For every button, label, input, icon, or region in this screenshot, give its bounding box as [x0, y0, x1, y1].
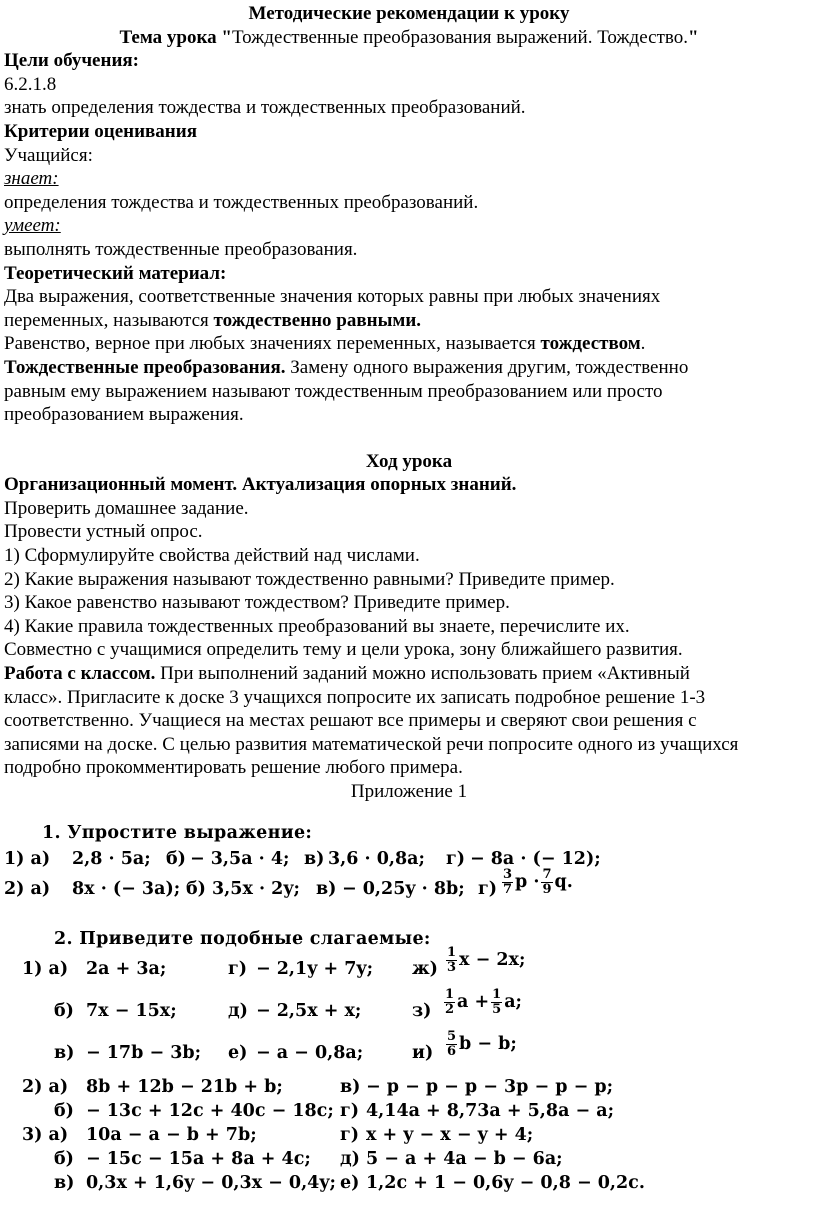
task2-g1-g-label: г) — [228, 959, 248, 979]
task2-g2-v: − p − p − p − 3p − p − p; — [366, 1077, 614, 1097]
task1-row1-c: 3,6 · 0,8a; — [328, 849, 425, 869]
work-text: При выполнений заданий можно использовать прием «Активный — [155, 663, 690, 685]
task2-g3-d-label: д) — [340, 1149, 360, 1169]
check-homework: Проверить домашнее задание. — [4, 497, 249, 519]
work-line3: соответственно. Учащиеся на местах решают все примеры и сверяют свои решения с — [4, 710, 697, 732]
task1-row1-d: − 8a · (− 12); — [470, 849, 601, 869]
objectives-code: 6.2.1.8 — [4, 73, 57, 95]
fraction: $\frac{5}{6}$ — [447, 1029, 457, 1059]
task2-g3-v: 0,3x + 1,6y − 0,3x − 0,4y; — [86, 1173, 336, 1193]
oral-quiz: Провести устный опрос. — [4, 521, 203, 543]
criteria-can-label: умеет: — [4, 215, 61, 237]
task2-g2-a: 8b + 12b − 21b + b; — [86, 1077, 283, 1097]
task1-row1-c-label: в) — [304, 849, 325, 869]
task2-g1-z: $\frac{1}{2}$ a + $\frac{1}{5}$ a; — [445, 987, 523, 1017]
theory-p2-text: Равенство, верное при любых значениях переменных, называется — [4, 333, 541, 355]
task2-g1-v: − 17b − 3b; — [86, 1043, 202, 1063]
task2-g1-d: − 2,5x + x; — [256, 1001, 362, 1021]
task1-row2-number: 2) а) — [4, 879, 51, 899]
theory-p3-text: Замену одного выражения другим, тождественно — [285, 356, 689, 378]
task2-g3-v-label: в) — [54, 1173, 75, 1193]
task2-g3-b-label: б) — [54, 1149, 74, 1169]
task1-row1-d-label: г) — [446, 849, 466, 869]
task2-g1-b-label: б) — [54, 1001, 74, 1021]
task1-row2-d: $\frac{3}{7}$ p · $\frac{7}{9}$ q. — [503, 867, 573, 897]
theory-p3-line3: преобразованием выражения. — [4, 404, 244, 426]
task2-g1-b: 7x − 15x; — [86, 1001, 177, 1021]
task2-heading: 2. Приведите подобные слагаемые: — [54, 929, 431, 949]
term-identity: тождеством — [540, 333, 641, 355]
fraction: $\frac{1}{2}$ — [445, 987, 455, 1017]
task1-row1-number: 1) а) — [4, 849, 51, 869]
criteria-heading: Критерии оценивания — [4, 120, 197, 142]
task2-g1-v-label: в) — [54, 1043, 75, 1063]
task2-g1-zh-label: ж) — [412, 959, 438, 979]
task2-g1-e-label: е) — [228, 1043, 248, 1063]
task2-g2-g: 4,14a + 8,73a + 5,8a − a; — [366, 1101, 615, 1121]
topic-text: Тождественные преобразования выражений. Тождество. — [231, 26, 688, 48]
fraction: $\frac{1}{5}$ — [492, 987, 502, 1017]
task1-row2-c-label: в) — [316, 879, 337, 899]
task2-g3-g-label: г) — [340, 1125, 360, 1145]
theory-heading: Теоретический материал: — [4, 262, 227, 284]
task1-row2-d-label: г) — [478, 879, 498, 899]
lesson-heading: Ход урока — [365, 450, 453, 472]
task2-g1-a: 2a + 3a; — [86, 959, 167, 979]
task1-row1-b: − 3,5a · 4; — [190, 849, 290, 869]
term-identity-transformations: Тождественные преобразования. — [4, 356, 286, 378]
task2-g3-e-label: е) — [340, 1173, 360, 1193]
objectives-heading: Цели обучения: — [4, 50, 139, 72]
task2-g1-i-label: и) — [412, 1043, 434, 1063]
together-text: Совместно с учащимися определить тему и цели урока, зону ближайшего развития. — [4, 639, 683, 661]
task2-g2-g-label: г) — [340, 1101, 360, 1121]
question-2: 2) Какие выражения называют тождественно равными? Приведите пример. — [4, 568, 615, 590]
criteria-can-text: выполнять тождественные преобразования. — [4, 238, 358, 260]
task2-g1-e: − a − 0,8a; — [256, 1043, 364, 1063]
task2-g2-v-label: в) — [340, 1077, 361, 1097]
theory-p3-line1 — [4, 356, 814, 380]
theory-p3-line2: равным ему выражением называют тождественным преобразованием или просто — [4, 380, 663, 402]
theory-p2 — [4, 332, 814, 356]
topic-close-quote: " — [687, 26, 699, 48]
term-identically-equal: тождественно равными. — [213, 309, 422, 331]
fraction: $\frac{1}{3}$ — [447, 945, 457, 975]
task2-g1-zh: $\frac{1}{3}$ x − 2x; — [447, 945, 526, 975]
task2-g3-a: 10a − a − b + 7b; — [86, 1125, 257, 1145]
criteria-knows-label: знает: — [4, 168, 59, 190]
document-title: Методические рекомендации к уроку — [248, 3, 570, 24]
theory-p1-line2 — [4, 309, 814, 333]
theory-p1-line1: Два выражения, соответственные значения которых равны при любых значениях — [4, 286, 661, 308]
task1-row1-b-label: б) — [166, 849, 186, 869]
task1-row2-c: − 0,25y · 8b; — [342, 879, 465, 899]
topic-label: Тема урока " — [119, 26, 232, 48]
theory-p2-period: . — [640, 333, 646, 355]
appendix-title: Приложение 1 — [350, 781, 468, 802]
task1-row2-b: 3,5x · 2y; — [212, 879, 300, 899]
task2-g2-b: − 13c + 12c + 40c − 18c; — [86, 1101, 334, 1121]
fraction: $\frac{3}{7}$ — [503, 867, 513, 897]
task2-g1-number: 1) а) — [22, 959, 69, 979]
task1-row2-a: 8x · (− 3a); — [72, 879, 181, 899]
question-1: 1) Сформулируйте свойства действий над числами. — [4, 545, 420, 567]
task1-row2-b-label: б) — [186, 879, 206, 899]
task2-g3-d: 5 − a + 4a − b − 6a; — [366, 1149, 563, 1169]
task2-g2-b-label: б) — [54, 1101, 74, 1121]
work-line5: подробно прокомментировать решение любого примера. — [4, 757, 463, 779]
work-line4: записями на доске. С целью развития математической речи попросите одного из учащихся — [4, 733, 739, 755]
task2-g1-z-label: з) — [412, 1001, 432, 1021]
task2-g3-number: 3) а) — [22, 1125, 69, 1145]
objectives-text: знать определения тождества и тождественных преобразований. — [4, 97, 526, 119]
fraction: $\frac{7}{9}$ — [542, 867, 552, 897]
task1-row1-a: 2,8 · 5a; — [72, 849, 151, 869]
work-line1 — [4, 662, 814, 686]
task1-heading: 1. Упростите выражение: — [42, 823, 313, 843]
task2-g1-d-label: д) — [228, 1001, 248, 1021]
question-4: 4) Какие правила тождественных преобразований вы знаете, перечислите их. — [4, 615, 630, 637]
task2-g1-g: − 2,1y + 7y; — [256, 959, 374, 979]
criteria-knows-text: определения тождества и тождественных преобразований. — [4, 191, 479, 213]
question-3: 3) Какое равенство называют тождеством? Приведите пример. — [4, 592, 510, 614]
task2-g2-number: 2) а) — [22, 1077, 69, 1097]
criteria-student: Учащийся: — [4, 144, 93, 166]
task2-g1-i: $\frac{5}{6}$ b − b; — [447, 1029, 517, 1059]
work-with-class-label: Работа с классом. — [4, 663, 156, 685]
document-body — [4, 2, 814, 804]
task2-g3-b: − 15c − 15a + 8a + 4c; — [86, 1149, 311, 1169]
appendix-exercises — [0, 822, 816, 1210]
lesson-topic — [4, 26, 814, 50]
task2-g3-g: x + y − x − y + 4; — [366, 1125, 534, 1145]
stage-heading: Организационный момент. Актуализация опорных знаний. — [4, 474, 517, 496]
theory-p1-text: переменных, называются — [4, 309, 214, 331]
task2-g3-e: 1,2c + 1 − 0,6y − 0,8 − 0,2c. — [366, 1173, 645, 1193]
work-line2: класс». Пригласите к доске 3 учащихся попросите их записать подробное решение 1-3 — [4, 686, 706, 708]
